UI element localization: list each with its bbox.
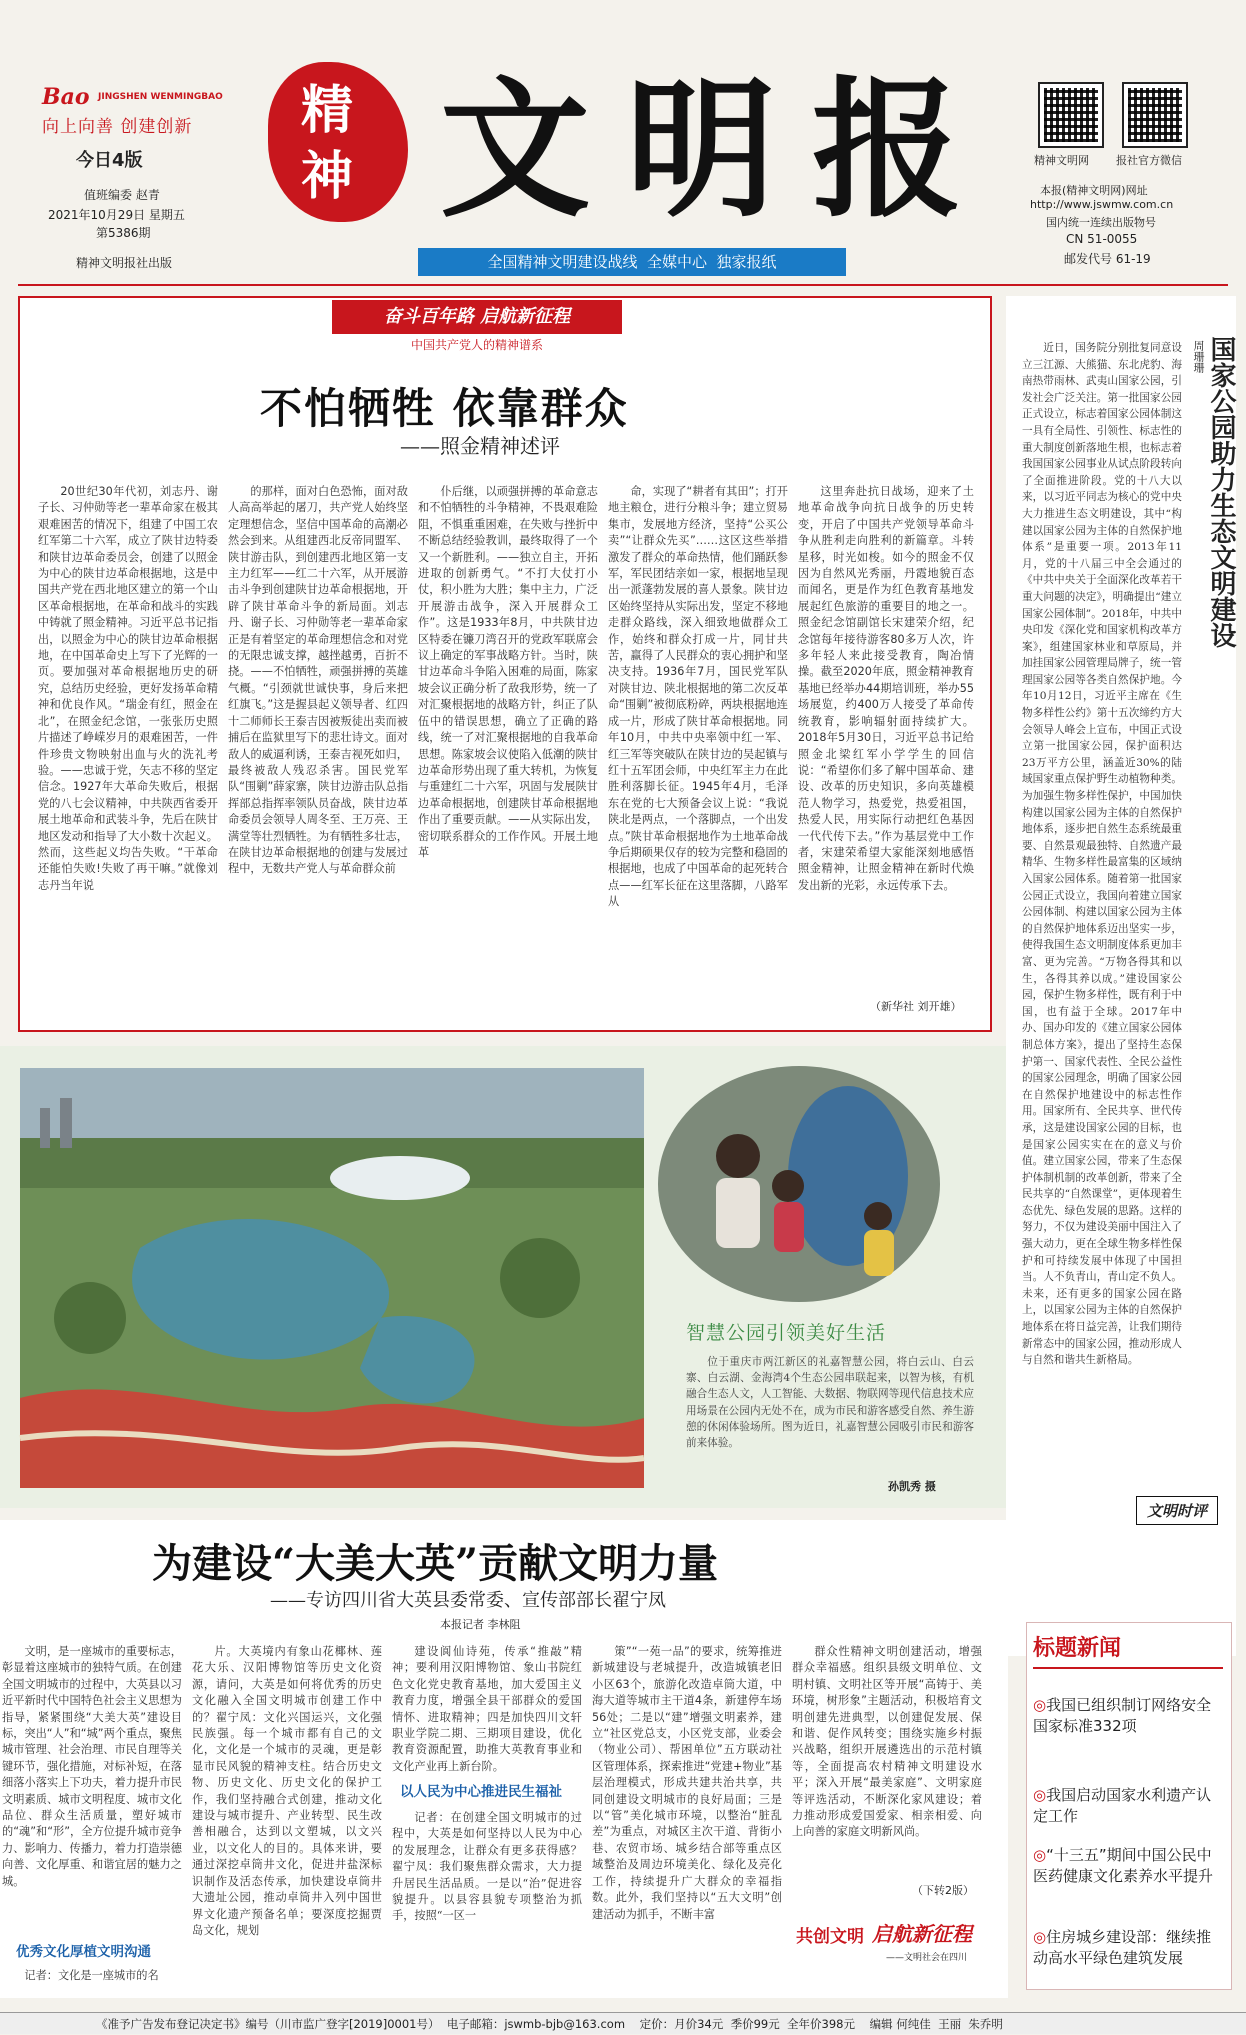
headlines-box [1026, 1622, 1232, 1990]
masthead-banner: 全国精神文明建设战线 全媒中心 独家报纸 [418, 248, 846, 276]
second-column-3: 建设阆仙诗苑，传承“推敲”精神；要利用汉阳博物馆、象山书院红色文化党史教育基地，加大爱国主义教育力度，增强全县干部群众的爱国情怀、进取精神；四是加快四川文轩职业学院二期、三期项目建设，优化教育资源配置，助推大英教育事业和文化产业再上新台阶。 [392, 1645, 582, 1773]
commentary-title: 国家公园助力生态文明建设 [1206, 336, 1236, 648]
headline-item[interactable]: ◎住房城乡建设部：继续推动高水平绿色建筑发展 [1033, 1928, 1212, 1967]
photo-section [0, 1046, 1008, 1508]
photo-caption-title: 智慧公园引领美好生活 [686, 1322, 887, 1344]
second-section-heading-1: 优秀文化厚植文明沟通 [16, 1944, 151, 1960]
postal-code: 邮发代号 61-19 [1064, 252, 1151, 266]
second-column-4: 策”“一苑一品”的要求，统筹推进新城建设与老城提升，改造城镇老旧小区63个，旅游化改造卓筒大道，中海大道等城市主干道4条，新建停车场56处；二是以“建”增强文明素养，建立“社区党总支，小区党支部，业委会（物业公司）、帮困单位”五方联动社区管理体系，探索推进“党建+物业”基层治理模式，形成共建共治共享，共同创建设文明城市的良好局面；三是以“管”美化城市环境，以整治“脏乱差”为重点，对城区主次干道、背街小巷、农贸市场、城乡结合部等重点区域整治及周边环境美化、绿化及亮化工作，持续提升广大群众的幸福指数。此外，我们坚持以“五大文明”创建活动为抓手，不断丰富 [592, 1645, 782, 1921]
footer-bar: 《准予广告发布登记决定书》编号（川市监广登字[2019]0001号） 电子邮箱：jswmb-bjb@163.com 定价：月价34元 季价99元 全年价398元 编辑 何纯佳 王丽 朱乔明 [0, 2012, 1246, 2034]
visitor-photo [658, 1066, 940, 1302]
qr-code-wechat [1124, 84, 1186, 146]
headline-bullet-icon: ◎ [1033, 1928, 1047, 1946]
lead-byline: （新华社 刘开雄） [870, 1000, 962, 1013]
issue: 第5386期 [96, 226, 151, 240]
second-column-2: 片。大英境内有象山花椰林、莲花大乐、汉阳博物馆等历史文化资源，请问，大英是如何将优秀的历史文化融入全国文明城市创建工作中的？翟宁凤：文化兴国运兴，文化强民族强。每一个城市都有自己的文化，文化是一个城市的灵魂，更是彰显市民风貌的精神支柱。结合历史文物、历史文化、历史文化的保护工作，我们坚持融合式创建，推动文化建设与城市提升、产业转型、民生改善相融合，达到以文塑城，以文兴业，以文化人的目的。具体来讲，要通过深挖卓筒井文化，促进井盐深标识制作及活态传承，加快建设卓筒井大遗址公园，推动卓筒井入列中国世界文化遗产预备名单；要深度挖掘贾岛文化，规划 [192, 1645, 382, 1937]
second-column-1: 文明，是一座城市的重要标志，彰显着这座城市的独特气质。在创建全国文明城市的过程中，大英县以习近平新时代中国特色社会主义思想为指导，紧紧围绕“大美大英”建设目标，突出“人”和“城”两个重点，聚焦城市管理、社会治理、市民自理等关键环节，强化措施，对标补短，在落细落小落实上下功夫，着力提升市民文明素质、城市文明程度、城市文化品位、群众生活质量，塑好城市的“魂”和“形”，全方位提升城市竞争力、影响力、传播力，着力打造崇德向善、文化厚重、和谐宜居的魅力之城。 [2, 1645, 182, 1888]
lead-subtitle: ——照金精神述评 [400, 434, 560, 458]
headline-bullet-icon: ◎ [1033, 1786, 1047, 1804]
second-title: 为建设“大美大英”贡献文明力量 [152, 1540, 719, 1587]
headline-item[interactable]: ◎我国已组织制订网络安全国家标准332项 [1033, 1696, 1212, 1735]
slogan: 向上向善 创建创新 [42, 117, 193, 137]
lead-column-3: 仆后继，以顽强拼搏的革命意志和不怕牺牲的斗争精神，不畏艰难险阻，不惧重重困难，在失败与挫折中不断总结经验教训，最终取得了一个又一个新胜利。——独立自主，开拓进取的创新勇气。“不打大仗打小仗，积小胜为大胜；集中主力，广泛开展游击战争，深入开展群众工作”。这是1933年8月，中共陕甘边区特委在镰刀湾召开的党政军联席会议上确定的军事战略方针。当时，陕甘边革命斗争陷入困难的局面，陈家坡会议正确分析了敌我形势，统一了对汇聚根据地的战略方针，纠正了队伍中的错误思想，确立了正确的路线，统一了对汇聚根据地的自我革命思想。陈家坡会议使陷入低潮的陕甘边革命形势出现了重大转机，为恢复与重建红二十六军，巩固与发展陕甘边革命根据地，创建陕甘革命根据地作出了重要贡献。——从实际出发，密切联系群众的工作作风。开展土地革 [418, 485, 598, 859]
column-subtitle: 中国共产党人的精神谱系 [410, 338, 543, 352]
second-column-1b: 记者：文化是一座城市的名 [24, 1969, 159, 1982]
cn-number: CN 51-0055 [1066, 232, 1138, 246]
second-section-heading-2: 以人民为中心推进民生福祉 [400, 1784, 562, 1800]
slogan-logo-c: ——文明社会在四川 [886, 1953, 968, 1963]
qr-code-site [1040, 84, 1102, 146]
headline-bullet-icon: ◎ [1033, 1846, 1047, 1864]
headline-bullet-icon: ◎ [1033, 1696, 1047, 1714]
right-commentary [1006, 296, 1236, 1656]
second-subtitle: ——专访四川省大英县委常委、宣传部部长翟宁凤 [270, 1590, 666, 1611]
second-byline: 本报记者 李林阻 [440, 1618, 521, 1631]
headline-item[interactable]: ◎“十三五”期间中国公民中医药健康文化素养水平提升 [1033, 1846, 1214, 1885]
site-label: 本报(精神文明网)网址 [1040, 184, 1148, 197]
slogan-logo-a: 共创文明 [796, 1927, 864, 1947]
logo-black-text: 文明报 [440, 62, 999, 238]
second-column-5: 群众性精神文明创建活动，增强群众幸福感。组织县级文明单位、文明村镇、文明社区等开展“高铸于、美环境，树形象”主题活动，积极培育文明创建先进典型，以创建促发展、保和谐、促作风转变；围绕实施乡村振兴战略，组织开展遴选出的示范村镇等，全面提高农村精神文明建设水平；深入开展“最美家庭”、文明家庭等评选活动，不断深化家风建设；着力推动形成爱国爱家、相亲相爱、向上向善的家庭文明新风尚。 [792, 1645, 982, 1839]
lead-column-4: 命，实现了“耕者有其田”；打开地主粮仓，进行分粮斗争；建立贸易集市，发展地方经济，坚持“公买公卖”“让群众先买”……这区这些举措激发了群众的革命热情，他们踊跃参军，军民团结亲如一家，根据地呈现出一派蓬勃发展的喜人景象。陕甘边区始终坚持从实际出发，坚定不移地走群众路线，深入细致地做群众工作，始终和群众打成一片，同甘共苦，赢得了人民群众的衷心拥护和坚决支持。1936年7月，国民党军队对陕甘边、陕北根据地的第二次反革命“围剿”被彻底粉碎，两块根据地连成一片，形成了陕甘革命根据地。同年10月，中共中央率领中红一军、红三军等突破队在陕甘边的吴起镇与红十五军团会师，中央红军主力在此胜利落脚长征。1945年4月，毛泽东在党的七大预备会议上说：“我说陕北是两点，一个落脚点，一个出发点。”陕甘革命根据地作为土地革命战争后期硕果仅存的较为完整和稳固的根据地，也成了中国革命的起死转合点——红军长征在这里落脚，八路军从 [608, 485, 788, 909]
second-article [0, 1520, 1008, 1998]
commentary-author: 周珊珊 [1192, 340, 1205, 373]
park-photo [20, 1068, 644, 1488]
headlines-title: 标题新闻 [1033, 1635, 1122, 1661]
editor: 值班编委 赵青 [84, 188, 160, 202]
publisher: 精神文明报社出版 [76, 256, 173, 270]
commentary-tag: 文明时评 [1136, 1496, 1218, 1525]
brand-pinyin: JINGSHEN WENMINGBAO [98, 92, 223, 102]
site-url[interactable]: http://www.jswmw.com.cn [1030, 198, 1174, 211]
lead-title: 不怕牺牲 依靠群众 [260, 384, 629, 433]
brand-logo-small: Bao [42, 84, 90, 110]
today-pages: 今日4版 [76, 150, 143, 171]
masthead-rule [18, 284, 1228, 286]
qr2-label: 报社官方微信 [1116, 154, 1182, 167]
cn-label: 国内统一连续出版物号 [1046, 216, 1156, 229]
lead-column-2: 的那样，面对白色恐怖，面对敌人高高举起的屠刀，共产党人始终坚定理想信念，坚信中国革命的高潮必然会到来。从组建西北反帝同盟军、陕甘游击队，到创建西北地区第一支主力红军——红二十六军，从开展游击斗争到创建陕甘边革命根据地，开辟了陕甘革命斗争的新局面。刘志丹、谢子长、习仲勋等老一辈革命家正是有着坚定的革命理想信念和对党的无限忠诚支撑，越挫越勇，百折不挠。——不怕牺牲，顽强拼搏的英雄气概。“引颈就世诚快事，身后来把红旗飞。”这是握县起义领导者、红四十二师师长王泰吉因被叛徒出卖而被捕后在监狱里写下的悲壮诗文。面对敌人的威逼利诱，王泰吉视死如归，最终被敌人残忍杀害。国民党军队“围剿”薛家寨，陕甘边游击队总指挥部总指挥率领队员奋战，陕甘边革命委员会领导人周冬至、王万亮、王满堂等壮烈牺牲。为有牺牲多壮志，在陕甘边革命根据地的创建与发展过程中，无数共产党人与革命群众前 [228, 485, 408, 876]
logo-red-text: 精神 [300, 80, 353, 207]
photo-credit: 孙凯秀 摄 [888, 1480, 936, 1493]
masthead [0, 0, 1246, 300]
column-header: 奋斗百年路 启航新征程 [332, 300, 622, 334]
qr1-label: 精神文明网 [1034, 154, 1089, 167]
headlines-rule [1033, 1667, 1223, 1669]
date: 2021年10月29日 星期五 [48, 208, 185, 222]
lead-column-1: 20世纪30年代初，刘志丹、谢子长、习仲勋等老一辈革命家在极其艰难困苦的情况下，组建了中国工农红军第二十六军，成立了陕甘边特委和陕甘边革命委员会，创建了以照金为中心的陕甘边革命根据地，这是中国共产党在西北地区建立的第一个山区革命根据地，在革命和战斗的实践中铸就了照金精神。习近平总书记指出，以照金为中心的陕甘边革命根据地，在中国革命史上写下了光辉的一页。要加强对革命根据地历史的研究，总结历史经验，更好发扬革命精神和优良作风。“瑞金有红，照金在北”，在照金纪念馆，一张张历史照片描述了峥嵘岁月的艰难困苦，一件件珍贵文物映射出血与火的洗礼考验。——忠诚于党，矢志不移的坚定信念。1927年大革命失败后，根据党的八七会议精神，中共陕西省委开展土地革命和武装斗争，先后在陕甘地区发动和指导了大小数十次起义。然而，这些起义均告失败。“干革命还能怕失败!失败了再干嘛。”就像刘志丹当年说 [38, 485, 218, 892]
lead-column-5: 这里奔赴抗日战场，迎来了土地革命战争向抗日战争的历史转变，开启了中国共产党领导革命斗争从胜利走向胜利的新篇章。斗转星移，时光如梭。如今的照金不仅因为自然风光秀丽，丹霞地貌百态而闻名，更是作为红色教育基地发展起红色旅游的重要目的地之一。照金纪念馆副馆长宋建荣介绍，纪念馆每年接待游客80多万人次，许多年轻人来此接受教育，陶冶情操。截至2020年底，照金精神教育基地已经举办44期培训班，举办55场展览，约400万人接受了革命传统教育，影响辐射面持续扩大。2018年5月30日，习近平总书记给照金北梁红军小学学生的回信说：“希望你们多了解中国革命、建设、改革的历史知识，多向英雄模范人物学习，热爱党，热爱祖国，热爱人民，用实际行动把红色基因一代代传下去。”作为基层党中工作者，宋建荣希望大家能深刻地感悟照金精神，让照金精神在新时代焕发出新的光彩，永远传承下去。 [798, 485, 974, 892]
continued-note: （下转2版） [912, 1884, 974, 1897]
second-column-3b: 记者：在创建全国文明城市的过程中，大英是如何坚持以人民为中心的发展理念，让群众有更多获得感？翟宁凤：我们聚焦群众需求，大力提升居民生活品质。一是以“治”促进容貌提升。以县容县貌专项整治为抓手，按照“一区一 [392, 1811, 582, 1923]
commentary-body: 近日，国务院分别批复同意设立三江源、大熊猫、东北虎豹、海南热带雨林、武夷山国家公园，引发社会广泛关注。第一批国家公园正式设立，标志着国家公园体制这一具有全局性、引领性、标志性的重大制度创新落地生根，也标志着我国国家公园事业从试点阶段转向了全面推进阶段。党的十八大以来，以习近平同志为核心的党中央大力推进生态文明建设，其中“构建以国家公园为主体的自然保护地体系”是重要一项。2013年11月，党的十八届三中全会通过的《中共中央关于全面深化改革若干重大问题的决定》，明确提出“建立国家公园体制”。2018年，中共中央印发《深化党和国家机构改革方案》，组建国家林业和草原局，并加挂国家公园管理局牌子，统一管理国家公园等各类自然保护地。今年10月12日，习近平主席在《生物多样性公约》第十五次缔约方大会领导人峰会上宣布，中国正式设立第一批国家公园，保护面积达23万平方公里，涵盖近30%的陆域国家重点保护野生动植物种类。为加强生物多样性保护，中国加快构建以国家公园为主体的自然保护地体系，逐步把自然生态系统最重要、自然景观最独特、自然遗产最精华、生物多样性最富集的区域纳入国家公园体系。随着第一批国家公园正式设立，我国向着建立国家公园体制、构建以国家公园为主体的自然保护地体系迈出坚实一步，使得我国生态文明制度体系更加丰富、更为完善。“万物各得其和以生，各得其养以成。”建设国家公园，保护生物多样性，既有利于中国，也有益于全球。2017年中办、国办印发的《建立国家公园体制总体方案》，提出了坚持生态保护第一、国家代表性、全民公益性的国家公园理念，明确了国家公园在自然保护地建设中的标志性作用。国家所有、全民共享、世代传承，这是建设国家公园的目标，也是国家公园实实在在的意义与价值。建立国家公园，带来了生态保护体制机制的改革创新，带来了全民共享的“自然课堂”，更体现着生态优先、绿色发展的思路。这样的努力，不仅为建设美丽中国注入了强大动力，更在全球生物多样性保护和可持续发展中体现了中国担当。人不负青山，青山定不负人。未来，还有更多的国家公园在路上，以国家公园为主体的自然保护地体系在将日益完善，让我们期待新常态中的国家公园，推动形成人与自然和谐共生新格局。 [1022, 342, 1182, 1367]
headline-item[interactable]: ◎我国启动国家水利遗产认定工作 [1033, 1786, 1212, 1825]
photo-caption: 位于重庆市两江新区的礼嘉智慧公园，将白云山、白云寨、白云湖、金海湾4个生态公园串联起来，以智为核，有机融合生态人文，人工智能、大数据、物联网等现代信息技术应用场景在公园内无处不在，成为市民和游客感受自然、养生游憩的休闲体验场所。图为近日，礼嘉智慧公园吸引市民和游客前来体验。 [686, 1356, 974, 1450]
lead-article [18, 296, 992, 1032]
slogan-logo-b: 启航新征程 [872, 1922, 972, 1946]
